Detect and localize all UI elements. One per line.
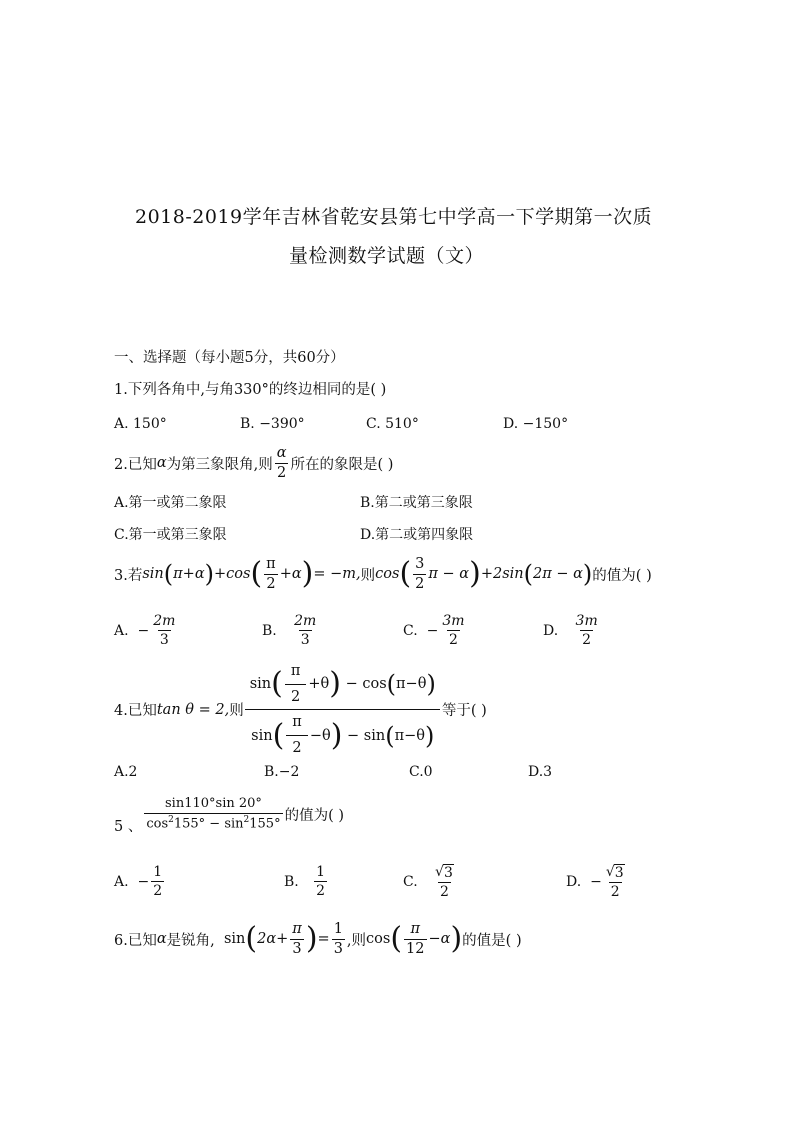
q1-option-b: B. −390°: [240, 416, 305, 432]
section-heading: 一、选择题（每小题5分，共60分）: [114, 350, 345, 366]
q3-option-b: B. $\frac{2m}{3}$: [262, 613, 317, 649]
q2-option-b: B.第二或第三象限: [360, 495, 473, 511]
q3-option-d: D. $\frac{3m}{2}$: [543, 613, 598, 649]
q3-option-c: C. − $\frac{3m}{2}$: [403, 613, 465, 649]
q3-option-a: A. − $\frac{2m}{3}$: [114, 613, 176, 649]
q4-big-fraction: sin ( $\frac{\pi}{2}$ +θ ) − cos ( π−θ ) sin ( $\frac{\pi}{2}$ −θ ) − sin ( π−θ ): [244, 663, 442, 757]
page-title-line1: 2018-2019学年吉林省乾安县第七中学高一下学期第一次质: [135, 206, 653, 228]
three-over-2-fraction: $\frac{3}{2}$: [415, 556, 425, 592]
question-4-stem: 4.已知 tan θ = 2, 则 sin ( $\frac{\pi}{2}$ +θ ) − cos ( π−θ ) sin ( $\frac{\pi}{2}$ −θ ) − sin ( π−θ ) 等于( ): [114, 663, 487, 757]
q5-fraction: $\frac{\sin 110^\circ\sin 20^\circ}{\cos^2155^\circ - \sin^2155^\circ}$: [146, 796, 281, 832]
q5-option-c: C. √ 3 2: [403, 864, 453, 901]
q2-option-c: C.第一或第三象限: [114, 527, 227, 543]
q2-suffix: 所在的象限是( ): [290, 456, 394, 473]
q1-option-a: A. 150°: [114, 416, 167, 432]
q5-option-b: B. $\frac{1}{2}$: [284, 864, 326, 900]
pi-over-2-fraction: $\frac{\pi}{2}$: [266, 556, 276, 592]
page-title-line2: 量检测数学试题（文）: [289, 245, 485, 267]
q2-option-d: D.第二或第四象限: [360, 527, 474, 543]
q4-option-d: D.3: [528, 764, 553, 780]
question-2-stem: [114, 445, 393, 481]
q2-prefix: 2.已知: [114, 456, 157, 473]
question-6-stem: 6.已知 α 是锐角, sin ( 2α+ $\frac{\pi}{3}$ ) = $\frac{1}{3}$ ,则 cos ( $\frac{\pi}{12}$ −α ) 的值是( ): [114, 921, 522, 957]
q2-option-a: A.第一或第二象限: [114, 495, 227, 511]
q4-option-a: A.2: [114, 764, 138, 780]
q4-option-c: C.0: [409, 764, 433, 780]
q2-alpha: α: [156, 455, 167, 472]
q4-option-b: B.−2: [264, 764, 300, 780]
q1-option-d: D. −150°: [503, 416, 569, 432]
q5-option-a: A. − $\frac{1}{2}$: [114, 864, 163, 900]
question-1-stem: 1.下列各角中,与角330°的终边相同的是( ): [114, 382, 387, 398]
q2-mid: 为第三象限角,则: [166, 456, 273, 473]
question-3-stem: 3.若 sin ( π+α ) + cos ( $\frac{\pi}{2}$ +α ) = −m, 则 cos ( $\frac{3}{2}$ π − α ) +2sin ( 2π − α ) 的值为( ): [114, 556, 652, 592]
question-5-stem: 5 、 $\frac{\sin 110^\circ\sin 20^\circ}{\cos^2155^\circ - \sin^2155^\circ}$ 的值为( ): [114, 796, 345, 836]
q5-option-d: D. − √ 3 2: [566, 864, 624, 901]
alpha-over-2-fraction: $\frac{\alpha}{2}$: [276, 445, 287, 481]
q1-option-c: C. 510°: [366, 416, 419, 432]
